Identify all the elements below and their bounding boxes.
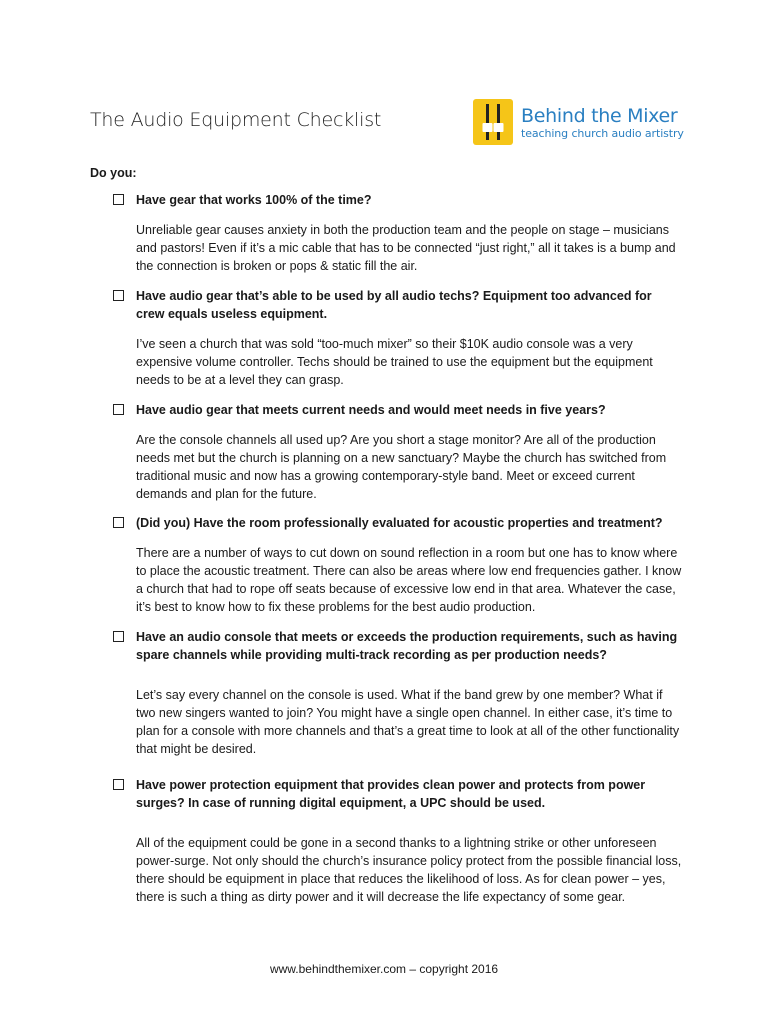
checklist-question: Have audio gear that’s able to be used by all audio techs? Equipment too advanced for crew equals useless equipment. (136, 289, 652, 321)
footer-copyright: www.behindthemixer.com – copyright 2016 (269, 962, 499, 976)
checkbox[interactable] (113, 631, 124, 642)
checklist-answer: Unreliable gear causes anxiety in both the production team and the people on stage – musicians and pastors! Even if it’s a mic cable that has to be connected “just right,” all it takes is a bump and the connection is broken or pops & static fill the air. (136, 223, 676, 273)
checkbox[interactable] (113, 779, 124, 790)
page-title: The Audio Equipment Checklist (90, 109, 382, 131)
checklist-answer: Are the console channels all used up? Are you short a stage monitor? Are all of the production needs met but the church is planning on a new sanctuary? Maybe the church has switched from traditional music and now has a growing contemporary-style band. Meet or exceed current demands and plan for the future. (136, 433, 667, 501)
checklist-item (113, 401, 683, 503)
checkbox[interactable] (113, 290, 124, 301)
intro-text: Do you: (90, 166, 137, 180)
logo-name: Behind the Mixer (521, 105, 678, 127)
mixer-fader-icon (473, 99, 513, 145)
behind-the-mixer-logo (473, 99, 683, 147)
checklist-question: (Did you) Have the room professionally evaluated for acoustic properties and treatment? (136, 516, 663, 530)
checkbox[interactable] (113, 194, 124, 205)
checklist-question: Have an audio console that meets or exceeds the production requirements, such as having spare channels while providing multi-track recording as per production needs? (136, 630, 678, 662)
checklist-answer: There are a number of ways to cut down on sound reflection in a room but one has to know where to place the acoustic treatment. There can also be areas where low end frequencies gather. I know a church that had to rope off seats because of excessive low end in that area. Whatever the case, it’s best to know how to fix these problems for the best audio production. (136, 546, 682, 614)
checklist-answer: All of the equipment could be gone in a second thanks to a lightning strike or other unforeseen power-surge. Not only should the church’s insurance policy protect from the possible financial loss, there should be equipment in place that reduces the likelihood of loss. As for clean power – yes, there is such a thing as dirty power and it will decrease the life expectancy of some gear. (136, 836, 682, 904)
logo-tagline: teaching church audio artistry (521, 127, 684, 140)
checklist-item (113, 514, 683, 616)
checklist-item (113, 776, 683, 906)
checklist-item (113, 287, 683, 389)
checklist-question: Have power protection equipment that provides clean power and protects from power surges? In case of running digital equipment, a UPC should be used. (136, 778, 646, 810)
checkbox[interactable] (113, 517, 124, 528)
checklist-answer: Let’s say every channel on the console is used. What if the band grew by one member? What if two new singers wanted to join? You might have a single open channel. In either case, it’s time to plan for a console with more channels and that’s a great time to look at all of the other functionality that might be desired. (136, 688, 680, 756)
checklist-question: Have audio gear that meets current needs and would meet needs in five years? (136, 403, 606, 417)
checklist-item (113, 191, 683, 275)
checkbox[interactable] (113, 404, 124, 415)
checklist-answer: I’ve seen a church that was sold “too-much mixer” so their $10K audio console was a very expensive volume controller. Techs should be trained to use the equipment but the equipment needs to be at a level they can grasp. (136, 337, 653, 387)
checklist-item (113, 628, 683, 758)
checklist-question: Have gear that works 100% of the time? (136, 193, 372, 207)
